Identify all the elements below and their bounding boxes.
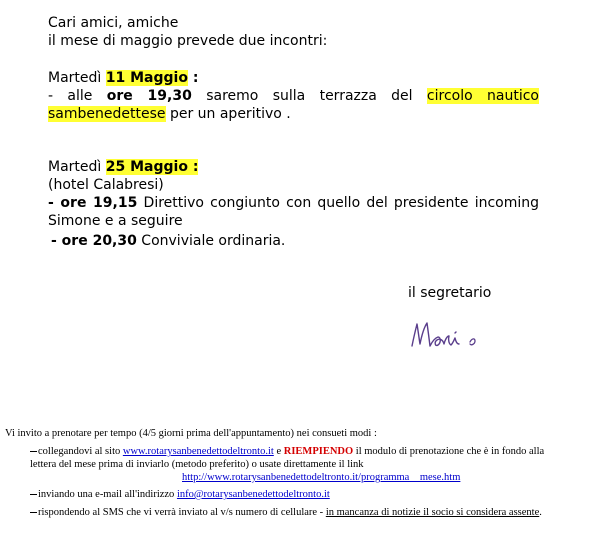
- footer-option-site-line2: lettera del mese prima di inviarlo (metodo preferito) o usate direttamente il link: [30, 459, 364, 470]
- opt3-end: .: [539, 507, 542, 518]
- footer-option-email: [30, 488, 330, 501]
- event1-place-cont: sambenedettese: [48, 106, 166, 122]
- event1-day: Martedì: [48, 70, 106, 86]
- event1-date-suffix: :: [187, 70, 199, 86]
- opt2-pre: inviando una e-mail all'indirizzo: [38, 489, 177, 500]
- event2-location: (hotel Calabresi): [48, 177, 164, 193]
- event1-time: ore 19,30: [106, 88, 192, 104]
- greeting: Cari amici, amiche: [48, 15, 179, 31]
- footer-option-sms: [30, 506, 542, 519]
- event2-day: Martedì: [48, 159, 106, 175]
- dash-bullet-icon: [30, 451, 37, 452]
- site-link[interactable]: www.rotarysanbenedettodeltronto.it: [122, 446, 274, 457]
- event1-rest: per un aperitivo .: [165, 106, 291, 122]
- signature-image: [408, 316, 488, 356]
- event1-line2: [48, 105, 291, 123]
- event2-item2-text: Conviviale ordinaria.: [136, 233, 286, 249]
- dash-bullet-icon: [30, 494, 37, 495]
- intro-line: il mese di maggio prevede due incontri:: [48, 33, 328, 49]
- event2-heading: [48, 158, 198, 176]
- opt3-note: in mancanza di notizie il socio si considera assente: [325, 507, 540, 518]
- program-link[interactable]: http://www.rotarysanbenedettodeltronto.it/programma__mese.htm: [182, 472, 461, 483]
- opt1-mid: e: [273, 446, 284, 457]
- event1-text: saremo sulla terrazza del: [206, 88, 413, 104]
- event2-item2-time: - ore 20,30: [51, 233, 137, 249]
- event1-date: 11 Maggio: [105, 70, 188, 86]
- event1-line1: [48, 87, 539, 105]
- footer-option-site: [30, 445, 592, 458]
- event1-dash: - alle: [48, 88, 93, 104]
- footer-invite: Vi invito a prenotare per tempo (4/5 giorni prima dell'appuntamento) nei consueti modi :: [5, 428, 377, 439]
- event2-item1-time: - ore 19,15: [48, 195, 138, 211]
- event2-item1: [48, 194, 539, 212]
- opt1-post: il modulo di prenotazione che è in fondo alla: [353, 446, 545, 457]
- opt3-pre: rispondendo al SMS che vi verrà inviato al v/s numero di cellulare -: [38, 507, 326, 518]
- opt1-emphasis: RIEMPIENDO: [283, 446, 354, 457]
- event2-date: 25 Maggio :: [105, 159, 199, 175]
- event2-item1-text: Direttivo congiunto con quello del presidente incoming: [143, 195, 540, 211]
- footer-option-site-line3: [182, 471, 460, 484]
- signoff: il segretario: [408, 285, 492, 301]
- opt1-pre: collegandovi al sito: [38, 446, 123, 457]
- event2-item1-cont: Simone e a seguire: [48, 213, 183, 229]
- dash-bullet-icon: [30, 512, 37, 513]
- email-link[interactable]: info@rotarysanbenedettodeltronto.it: [176, 489, 330, 500]
- event1-heading: [48, 69, 198, 87]
- event1-place: circolo nautico: [426, 88, 539, 104]
- event2-item2: [51, 232, 285, 250]
